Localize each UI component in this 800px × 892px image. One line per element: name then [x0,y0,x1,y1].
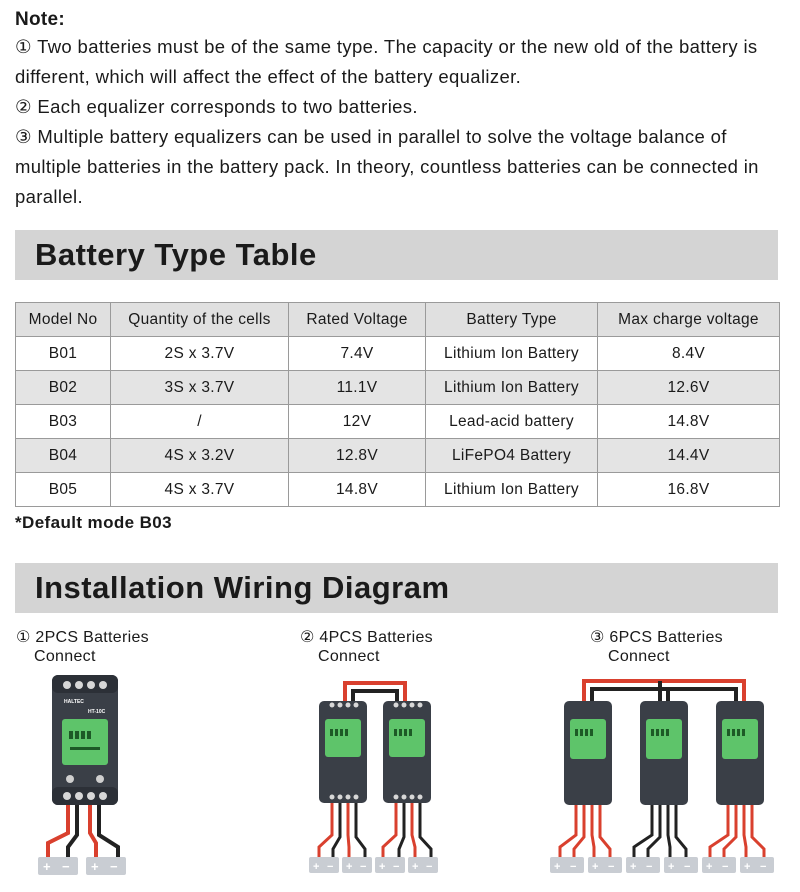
battery-icon [664,857,698,873]
equalizer-device [383,701,431,803]
table-cell: 3S x 3.7V [111,371,289,405]
table-cell: 12.6V [598,371,780,405]
device-brand: HALTEC [64,699,84,705]
battery-icon [408,857,438,873]
caption-line: Connect [318,648,380,665]
svg-text:−: − [327,861,334,873]
table-cell: B04 [16,439,111,473]
wiring-header-band [15,563,778,613]
battery-icon [626,857,660,873]
svg-text:+: + [346,861,353,873]
battery-icon [309,857,339,873]
table-cell: 14.8V [598,405,780,439]
table-cell: 14.4V [598,439,780,473]
battery-icon [38,857,78,875]
diagram-svg [305,675,445,880]
diagram-caption-2pcs [16,628,149,666]
table-cell: 16.8V [598,473,780,507]
battery-type-table [15,302,780,507]
caption-line: Connect [34,648,96,665]
svg-text:−: − [760,861,767,873]
table-cell: 8.4V [598,337,780,371]
battery-icon [342,857,372,873]
svg-text:+: + [554,861,561,873]
battery-icon [86,857,126,875]
wiring-title: Installation Wiring Diagram [35,570,450,605]
caption-line: ② 4PCS Batteries [300,629,433,646]
diagram-svg [30,675,140,880]
svg-text:−: − [360,861,367,873]
col-header-battery-type: Battery Type [426,303,598,337]
caption-line: ① 2PCS Batteries [16,629,149,646]
note-section [15,8,790,212]
table-cell: Lead-acid battery [426,405,598,439]
wiring-diagram-6pcs [548,675,783,880]
table-cell: 4S x 3.7V [111,473,289,507]
table-cell: Lithium Ion Battery [426,473,598,507]
default-mode-note: *Default mode B03 [15,513,173,532]
table-row [16,371,780,405]
svg-text:+: + [313,861,320,873]
svg-text:−: − [684,861,691,873]
svg-text:−: − [646,861,653,873]
battery-icon [550,857,584,873]
svg-text:+: + [91,859,99,874]
battery-icon [702,857,736,873]
table-cell: B02 [16,371,111,405]
col-header-cells: Quantity of the cells [111,303,289,337]
table-cell: B03 [16,405,111,439]
col-header-max-charge: Max charge voltage [598,303,780,337]
svg-text:−: − [608,861,615,873]
svg-text:−: − [570,861,577,873]
equalizer-device [319,701,367,803]
table-header-row [16,303,780,337]
device-model: HT-10C [88,709,106,715]
svg-text:+: + [379,861,386,873]
table-cell: 2S x 3.7V [111,337,289,371]
svg-text:+: + [592,861,599,873]
table-cell: Lithium Ion Battery [426,337,598,371]
diagram-caption-4pcs [300,628,433,666]
svg-text:−: − [426,861,433,873]
col-header-rated-voltage: Rated Voltage [289,303,426,337]
table-row [16,337,780,371]
note-title: Note: [15,9,66,30]
battery-table-header-band [15,230,778,280]
battery-icon [588,857,622,873]
svg-text:+: + [706,861,713,873]
wiring-diagram-4pcs [305,675,445,880]
equalizer-device [564,701,612,805]
svg-text:+: + [630,861,637,873]
diagram-caption-6pcs [590,628,723,666]
note-item-1: ① Two batteries must be of the same type. The capacity or the new old of the battery is different, which will affect the effect of the battery equalizer. [15,36,758,87]
note-item-2: ② Each equalizer corresponds to two batteries. [15,96,418,117]
equalizer-device [52,675,118,805]
table-cell: 7.4V [289,337,426,371]
table-row [16,439,780,473]
battery-icon [375,857,405,873]
table-cell: 12.8V [289,439,426,473]
table-cell: / [111,405,289,439]
caption-line: Connect [608,648,670,665]
table-row [16,405,780,439]
svg-text:+: + [43,859,51,874]
table-cell: B01 [16,337,111,371]
note-item-3: ③ Multiple battery equalizers can be used in parallel to solve the voltage balance of multiple batteries in the battery pack. In theory, countless batteries can be connected in parallel. [15,126,759,207]
table-row [16,473,780,507]
table-cell: 14.8V [289,473,426,507]
svg-text:−: − [62,859,70,874]
equalizer-device [716,701,764,805]
svg-text:−: − [722,861,729,873]
svg-text:+: + [668,861,675,873]
table-cell: 11.1V [289,371,426,405]
table-cell: 12V [289,405,426,439]
svg-text:−: − [393,861,400,873]
svg-text:−: − [110,859,118,874]
svg-text:+: + [744,861,751,873]
table-cell: LiFePO4 Battery [426,439,598,473]
wiring-diagram-2pcs [30,675,140,880]
diagram-svg [548,675,783,880]
svg-text:+: + [412,861,419,873]
table-cell: Lithium Ion Battery [426,371,598,405]
table-cell: B05 [16,473,111,507]
caption-line: ③ 6PCS Batteries [590,629,723,646]
battery-table-title: Battery Type Table [35,237,317,272]
col-header-model: Model No [16,303,111,337]
table-cell: 4S x 3.2V [111,439,289,473]
battery-icon [740,857,774,873]
equalizer-device [640,701,688,805]
